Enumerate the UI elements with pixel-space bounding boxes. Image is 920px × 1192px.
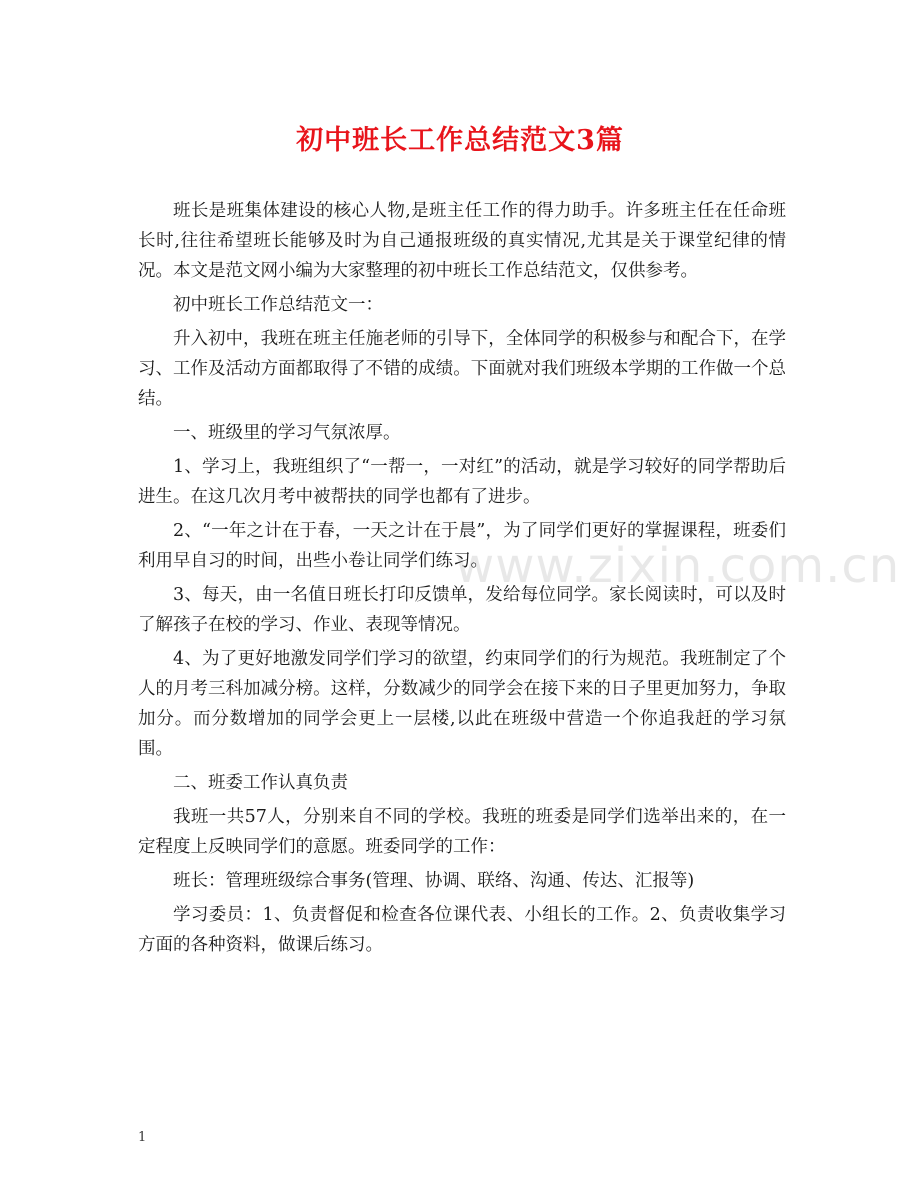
paragraph-item-4: 4、为了更好地激发同学们学习的欲望，约束同学们的行为规范。我班制定了个人的月考三科加减分榜。这样，分数减少的同学会在接下来的日子里更加努力，争取加分。而分数增加的同学会更上一层楼,以此在班级中营造一个你追我赶的学习氛围。 xyxy=(138,649,786,759)
paragraph-study-committee-duties: 学习委员：1、负责督促和检查各位课代表、小组长的工作。2、负责收集学习方面的各种资料，做课后练习。 xyxy=(138,905,786,955)
paragraph: 升入初中，我班在班主任施老师的引导下，全体同学的积极参与和配合下，在学习、工作及活动方面都取得了不错的成绩。下面就对我们班级本学期的工作做一个总结。 xyxy=(138,329,786,409)
page-number: 1 xyxy=(138,1130,147,1145)
watermark: www.zixin.com.cn xyxy=(455,538,901,594)
paragraph-item-1: 1、学习上，我班组织了“一帮一，一对红”的活动，就是学习较好的同学帮助后进生。在这几次月考中被帮扶的同学也都有了进步。 xyxy=(138,457,786,507)
paragraph-item-2: 2、“一年之计在于春，一天之计在于晨”，为了同学们更好的掌握课程，班委们利用早自习的时间，出些小卷让同学们练习。 xyxy=(138,521,786,571)
paragraph-intro: 班长是班集体建设的核心人物,是班主任工作的得力助手。许多班主任在任命班长时,往往希望班长能够及时为自己通报班级的真实情况,尤其是关于课堂纪律的情况。本文是范文网小编为大家整理的初中班长工作总结范文，仅供参考。 xyxy=(138,201,786,281)
paragraph-heading-2: 二、班委工作认真负责 xyxy=(173,773,348,793)
paragraph-item-3: 3、每天，由一名值日班长打印反馈单，发给每位同学。家长阅读时，可以及时了解孩子在校的学习、作业、表现等情况。 xyxy=(138,585,786,635)
paragraph: 我班一共57人，分别来自不同的学校。我班的班委是同学们选举出来的，在一定程度上反映同学们的意愿。班委同学的工作： xyxy=(138,807,786,857)
document-title: 初中班长工作总结范文3篇 xyxy=(296,125,624,156)
paragraph-monitor-duties: 班长：管理班级综合事务(管理、协调、联络、沟通、传达、汇报等) xyxy=(173,871,695,891)
paragraph-heading-1: 一、班级里的学习气氛浓厚。 xyxy=(173,423,401,443)
paragraph-section-heading: 初中班长工作总结范文一： xyxy=(173,295,383,315)
document-body xyxy=(138,196,786,964)
